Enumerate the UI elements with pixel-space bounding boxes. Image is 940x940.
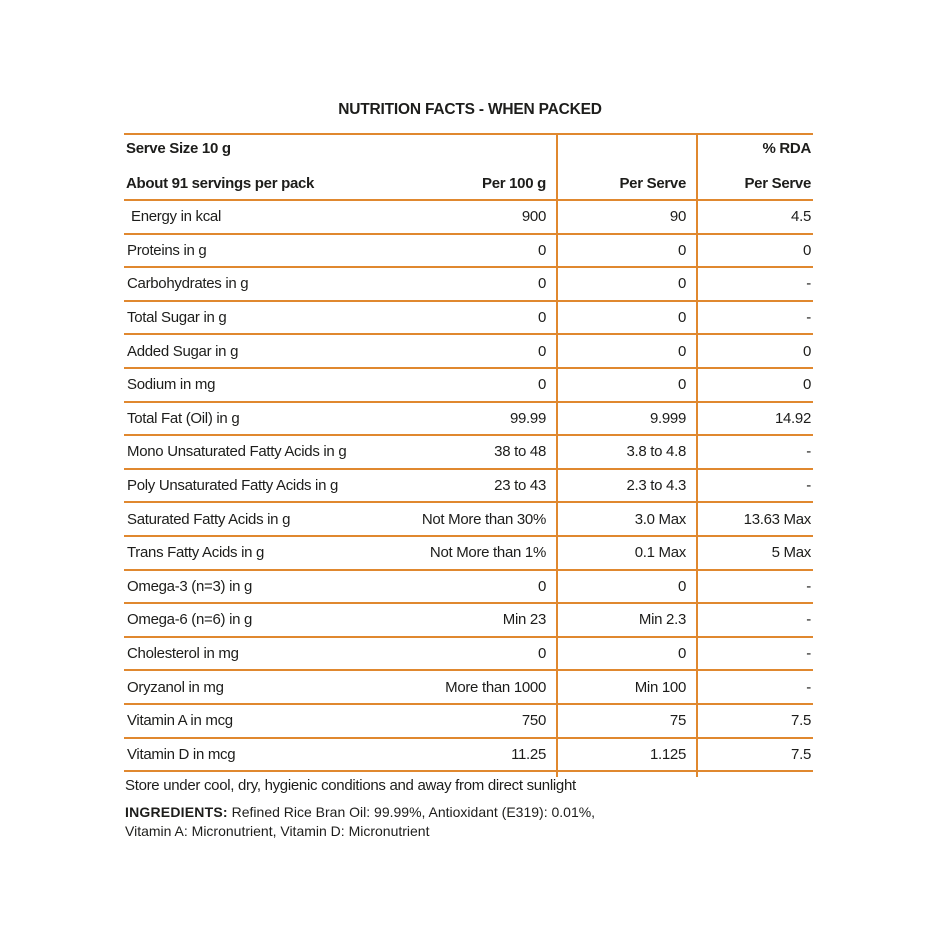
nutrient-cell-main xyxy=(124,369,558,401)
value-per-serve: 1.125 xyxy=(558,739,698,771)
nutrient-label: Saturated Fatty Acids in g xyxy=(127,510,291,528)
value-rda: - xyxy=(806,309,811,327)
storage-note: Store under cool, dry, hygienic conditions and away from direct sunlight xyxy=(125,777,576,794)
nutrient-label: Oryzanol in mg xyxy=(127,678,224,696)
value-per-serve: 0 xyxy=(558,235,698,267)
value-per-100g: 0 xyxy=(537,376,546,394)
nutrient-label: Poly Unsaturated Fatty Acids in g xyxy=(127,477,339,495)
value-per-100g: 0 xyxy=(537,309,546,327)
value-rda: 4.5 xyxy=(791,208,811,226)
nutrient-row xyxy=(124,669,813,703)
value-rda: 0 xyxy=(802,376,811,394)
nutrient-cell-main xyxy=(124,436,558,468)
value-per-100g: 11.25 xyxy=(511,745,546,763)
nutrient-row xyxy=(124,602,813,636)
value-per-serve: 90 xyxy=(558,201,698,233)
nutrient-row xyxy=(124,367,813,401)
value-per-100g: 0 xyxy=(537,241,546,259)
nutrient-label: Added Sugar in g xyxy=(127,342,239,360)
value-per-100g: 38 to 48 xyxy=(494,443,546,461)
nutrient-label: Energy in kcal xyxy=(131,208,222,226)
value-rda: - xyxy=(806,611,811,629)
nutrient-row xyxy=(124,199,813,233)
nutrient-cell-main xyxy=(124,268,558,300)
value-rda: - xyxy=(806,645,811,663)
nutrient-cell-main xyxy=(124,503,558,535)
nutrient-cell-main xyxy=(124,235,558,267)
value-per-serve: 9.999 xyxy=(558,403,698,435)
value-per-serve: 0.1 Max xyxy=(558,537,698,569)
ingredients xyxy=(125,803,765,840)
nutrient-label: Mono Unsaturated Fatty Acids in g xyxy=(127,443,347,461)
nutrient-label: Trans Fatty Acids in g xyxy=(127,544,265,562)
value-rda: 0 xyxy=(802,241,811,259)
nutrient-label: Omega-6 (n=6) in g xyxy=(127,611,253,629)
value-per-serve: Min 2.3 xyxy=(558,604,698,636)
header-cell-main xyxy=(124,135,558,199)
value-per-100g: Not More than 1% xyxy=(429,544,546,562)
serve-size: Serve Size 10 g xyxy=(126,140,231,157)
value-per-serve: 2.3 to 4.3 xyxy=(558,470,698,502)
nutrient-label: Proteins in g xyxy=(127,241,207,259)
table-header-row xyxy=(124,135,813,199)
value-per-serve: 0 xyxy=(558,302,698,334)
column-header-per-100g: Per 100 g xyxy=(481,175,546,192)
nutrient-label: Total Fat (Oil) in g xyxy=(127,409,240,427)
value-per-100g: 0 xyxy=(537,275,546,293)
column-header-rda xyxy=(698,135,813,199)
nutrient-cell-main xyxy=(124,302,558,334)
value-per-serve: 75 xyxy=(558,705,698,737)
nutrition-table xyxy=(124,133,813,772)
value-per-100g: Not More than 30% xyxy=(421,510,546,528)
value-per-100g: Min 23 xyxy=(502,611,546,629)
value-rda: - xyxy=(806,678,811,696)
nutrient-cell-main xyxy=(124,335,558,367)
value-rda: 7.5 xyxy=(791,745,811,763)
value-per-100g: 0 xyxy=(537,577,546,595)
column-header-per-serve: Per Serve xyxy=(558,135,698,199)
value-per-100g: 99.99 xyxy=(509,409,546,427)
nutrient-cell-main xyxy=(124,671,558,703)
nutrient-label: Total Sugar in g xyxy=(127,309,227,327)
nutrient-label: Vitamin A in mcg xyxy=(127,712,233,730)
value-per-100g: 0 xyxy=(537,645,546,663)
nutrient-cell-main xyxy=(124,470,558,502)
nutrient-label: Sodium in mg xyxy=(127,376,216,394)
nutrient-row xyxy=(124,300,813,334)
ingredients-line1: Refined Rice Bran Oil: 99.99%, Antioxidant (E319): 0.01%, xyxy=(231,804,596,820)
value-rda: 14.92 xyxy=(774,409,811,427)
nutrient-cell-main xyxy=(124,604,558,636)
nutrient-row xyxy=(124,737,813,771)
ingredients-heading: INGREDIENTS: xyxy=(125,804,228,820)
nutrient-row xyxy=(124,535,813,569)
nutrient-label: Vitamin D in mcg xyxy=(127,745,236,763)
nutrient-cell-main xyxy=(124,739,558,771)
nutrient-cell-main xyxy=(124,201,558,233)
nutrient-cell-main xyxy=(124,705,558,737)
value-per-100g: 750 xyxy=(521,712,546,730)
value-per-serve: 3.0 Max xyxy=(558,503,698,535)
nutrient-row xyxy=(124,703,813,737)
rda-per-serve-label: Per Serve xyxy=(744,175,811,192)
nutrient-label: Carbohydrates in g xyxy=(127,275,249,293)
nutrient-row xyxy=(124,501,813,535)
value-rda: 0 xyxy=(802,342,811,360)
servings-per-pack: About 91 servings per pack xyxy=(126,175,315,192)
nutrient-row xyxy=(124,266,813,300)
table-body xyxy=(124,199,813,770)
nutrient-row xyxy=(124,434,813,468)
value-per-100g: 900 xyxy=(521,208,546,226)
nutrient-row xyxy=(124,468,813,502)
value-per-serve: 0 xyxy=(558,268,698,300)
value-rda: 7.5 xyxy=(791,712,811,730)
nutrient-cell-main xyxy=(124,403,558,435)
value-rda: - xyxy=(806,443,811,461)
nutrient-row xyxy=(124,636,813,670)
value-per-100g: 0 xyxy=(537,342,546,360)
nutrient-cell-main xyxy=(124,638,558,670)
value-rda: - xyxy=(806,275,811,293)
nutrient-cell-main xyxy=(124,571,558,603)
value-per-serve: 0 xyxy=(558,571,698,603)
value-per-serve: 0 xyxy=(558,335,698,367)
value-per-serve: Min 100 xyxy=(558,671,698,703)
value-rda: - xyxy=(806,477,811,495)
nutrient-row xyxy=(124,569,813,603)
value-per-serve: 0 xyxy=(558,638,698,670)
ingredients-line2: Vitamin A: Micronutrient, Vitamin D: Micronutrient xyxy=(125,822,430,839)
value-rda: 5 Max xyxy=(771,544,811,562)
value-per-100g: 23 to 43 xyxy=(494,477,546,495)
value-per-serve: 0 xyxy=(558,369,698,401)
nutrient-label: Cholesterol in mg xyxy=(127,645,239,663)
nutrient-row xyxy=(124,233,813,267)
value-rda: 13.63 Max xyxy=(743,510,811,528)
page-title: NUTRITION FACTS - WHEN PACKED xyxy=(338,101,602,118)
nutrient-row xyxy=(124,333,813,367)
nutrient-cell-main xyxy=(124,537,558,569)
value-per-serve: 3.8 to 4.8 xyxy=(558,436,698,468)
rda-label: % RDA xyxy=(762,140,811,157)
nutrient-label: Omega-3 (n=3) in g xyxy=(127,577,253,595)
nutrient-row xyxy=(124,401,813,435)
value-rda: - xyxy=(806,577,811,595)
value-per-100g: More than 1000 xyxy=(445,678,546,696)
